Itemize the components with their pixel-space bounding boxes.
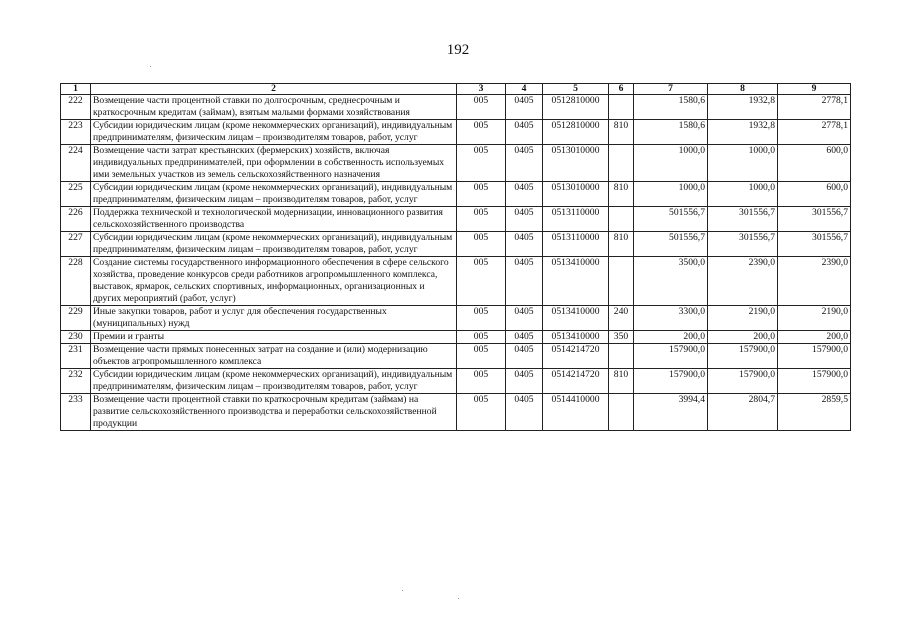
row-number-cell: 225 — [61, 182, 91, 207]
row-number-cell: 233 — [61, 394, 91, 431]
value-col7-cell: 3500,0 — [634, 257, 708, 306]
expense-type-cell — [609, 207, 634, 232]
description-cell: Субсидии юридическим лицам (кроме некоммерческих организаций), индивидуальным предпринимателям, физическим лицам – производителям товаров, работ, услуг — [91, 120, 457, 145]
row-number-cell: 224 — [61, 145, 91, 182]
page-number: 192 — [446, 42, 470, 58]
ministry-code-cell: 005 — [457, 207, 506, 232]
section-code-cell: 0405 — [506, 145, 543, 182]
ministry-code-cell: 005 — [457, 257, 506, 306]
row-number-cell: 232 — [61, 369, 91, 394]
ministry-code-cell: 005 — [457, 344, 506, 369]
expense-type-cell: 240 — [609, 306, 634, 331]
expense-type-cell: 810 — [609, 182, 634, 207]
value-col7-cell: 157900,0 — [634, 344, 708, 369]
description-cell: Субсидии юридическим лицам (кроме некоммерческих организаций), индивидуальным предпринимателям, физическим лицам – производителям товаров, работ, услуг — [91, 182, 457, 207]
description-cell: Возмещение части затрат крестьянских (фермерских) хозяйств, включая индивидуальных предпринимателей, при оформлении в собственность используемых ими земельных участков из земель сельскохозяйственного назначения — [91, 145, 457, 182]
section-code-cell: 0405 — [506, 182, 543, 207]
section-code-cell: 0405 — [506, 95, 543, 120]
value-col7-cell: 3994,4 — [634, 394, 708, 431]
expense-type-cell: 810 — [609, 232, 634, 257]
table-header-row — [61, 84, 851, 95]
section-code-cell: 0405 — [506, 369, 543, 394]
value-col7-cell: 501556,7 — [634, 207, 708, 232]
value-col9-cell: 2190,0 — [778, 306, 851, 331]
expense-type-cell: 810 — [609, 369, 634, 394]
table-row — [61, 306, 851, 331]
value-col7-cell: 1000,0 — [634, 182, 708, 207]
column-header: 9 — [778, 84, 851, 95]
expense-type-cell — [609, 257, 634, 306]
target-code-cell: 0513010000 — [543, 145, 609, 182]
row-number-cell: 229 — [61, 306, 91, 331]
table-row — [61, 344, 851, 369]
value-col7-cell: 3300,0 — [634, 306, 708, 331]
ministry-code-cell: 005 — [457, 369, 506, 394]
expense-type-cell — [609, 394, 634, 431]
value-col7-cell: 501556,7 — [634, 232, 708, 257]
table-row — [61, 120, 851, 145]
budget-table — [60, 83, 851, 431]
column-header: 2 — [91, 84, 457, 95]
value-col8-cell: 1932,8 — [708, 95, 778, 120]
value-col9-cell: 301556,7 — [778, 232, 851, 257]
value-col8-cell: 1000,0 — [708, 182, 778, 207]
column-header: 4 — [506, 84, 543, 95]
row-number-cell: 231 — [61, 344, 91, 369]
value-col9-cell: 600,0 — [778, 145, 851, 182]
target-code-cell: 0514214720 — [543, 344, 609, 369]
section-code-cell: 0405 — [506, 331, 543, 344]
value-col8-cell: 2804,7 — [708, 394, 778, 431]
table-row — [61, 232, 851, 257]
row-number-cell: 226 — [61, 207, 91, 232]
row-number-cell: 227 — [61, 232, 91, 257]
table-row — [61, 95, 851, 120]
value-col7-cell: 1580,6 — [634, 120, 708, 145]
column-header: 1 — [61, 84, 91, 95]
value-col9-cell: 157900,0 — [778, 344, 851, 369]
target-code-cell: 0513110000 — [543, 207, 609, 232]
table-row — [61, 207, 851, 232]
row-number-cell: 222 — [61, 95, 91, 120]
table-row — [61, 145, 851, 182]
value-col8-cell: 301556,7 — [708, 207, 778, 232]
target-code-cell: 0512810000 — [543, 120, 609, 145]
ministry-code-cell: 005 — [457, 95, 506, 120]
description-cell: Создание системы государственного информационного обеспечения в сфере сельского хозяйства, проведение конкурсов среди работников агропромышленного комплекса, выставок, ярмарок, сельских спортивных, информационных, организационных и других мероприятий (работ, услуг) — [91, 257, 457, 306]
row-number-cell: 228 — [61, 257, 91, 306]
section-code-cell: 0405 — [506, 394, 543, 431]
section-code-cell: 0405 — [506, 120, 543, 145]
column-header: 3 — [457, 84, 506, 95]
column-header: 7 — [634, 84, 708, 95]
section-code-cell: 0405 — [506, 207, 543, 232]
section-code-cell: 0405 — [506, 344, 543, 369]
value-col9-cell: 2859,5 — [778, 394, 851, 431]
target-code-cell: 0513410000 — [543, 306, 609, 331]
value-col8-cell: 1000,0 — [708, 145, 778, 182]
table-row — [61, 257, 851, 306]
target-code-cell: 0513110000 — [543, 232, 609, 257]
target-code-cell: 0513010000 — [543, 182, 609, 207]
target-code-cell: 0514214720 — [543, 369, 609, 394]
description-cell: Поддержка технической и технологической модернизации, инновационного развития сельскохозяйственного производства — [91, 207, 457, 232]
target-code-cell: 0514410000 — [543, 394, 609, 431]
value-col8-cell: 2190,0 — [708, 306, 778, 331]
ministry-code-cell: 005 — [457, 394, 506, 431]
table-row — [61, 369, 851, 394]
section-code-cell: 0405 — [506, 306, 543, 331]
value-col7-cell: 1580,6 — [634, 95, 708, 120]
value-col9-cell: 2778,1 — [778, 120, 851, 145]
value-col7-cell: 1000,0 — [634, 145, 708, 182]
description-cell: Возмещение части процентной ставки по долгосрочным, среднесрочным и краткосрочным кредитам (займам), взятым малыми формами хозяйствования — [91, 95, 457, 120]
table-body — [61, 95, 851, 431]
ministry-code-cell: 005 — [457, 331, 506, 344]
value-col9-cell: 600,0 — [778, 182, 851, 207]
expense-type-cell — [609, 344, 634, 369]
value-col8-cell: 157900,0 — [708, 369, 778, 394]
value-col7-cell: 157900,0 — [634, 369, 708, 394]
row-number-cell: 230 — [61, 331, 91, 344]
value-col8-cell: 301556,7 — [708, 232, 778, 257]
value-col8-cell: 1932,8 — [708, 120, 778, 145]
description-cell: Возмещение части прямых понесенных затрат на создание и (или) модернизацию объектов агропромышленного комплекса — [91, 344, 457, 369]
expense-type-cell: 810 — [609, 120, 634, 145]
value-col9-cell: 2778,1 — [778, 95, 851, 120]
expense-type-cell: 350 — [609, 331, 634, 344]
description-cell: Субсидии юридическим лицам (кроме некоммерческих организаций), индивидуальным предпринимателям, физическим лицам – производителям товаров, работ, услуг — [91, 369, 457, 394]
ministry-code-cell: 005 — [457, 120, 506, 145]
ministry-code-cell: 005 — [457, 306, 506, 331]
value-col9-cell: 301556,7 — [778, 207, 851, 232]
section-code-cell: 0405 — [506, 232, 543, 257]
description-cell: Субсидии юридическим лицам (кроме некоммерческих организаций), индивидуальным предпринимателям, физическим лицам – производителям товаров, работ, услуг — [91, 232, 457, 257]
value-col9-cell: 2390,0 — [778, 257, 851, 306]
expense-type-cell — [609, 95, 634, 120]
value-col9-cell: 157900,0 — [778, 369, 851, 394]
column-header: 6 — [609, 84, 634, 95]
column-header: 8 — [708, 84, 778, 95]
ministry-code-cell: 005 — [457, 145, 506, 182]
target-code-cell: 0513410000 — [543, 257, 609, 306]
value-col9-cell: 200,0 — [778, 331, 851, 344]
table-row — [61, 331, 851, 344]
value-col8-cell: 157900,0 — [708, 344, 778, 369]
section-code-cell: 0405 — [506, 257, 543, 306]
column-header: 5 — [543, 84, 609, 95]
ministry-code-cell: 005 — [457, 182, 506, 207]
expense-type-cell — [609, 145, 634, 182]
value-col7-cell: 200,0 — [634, 331, 708, 344]
target-code-cell: 0513410000 — [543, 331, 609, 344]
table-row — [61, 182, 851, 207]
description-cell: Иные закупки товаров, работ и услуг для обеспечения государственных (муниципальных) нужд — [91, 306, 457, 331]
target-code-cell: 0512810000 — [543, 95, 609, 120]
row-number-cell: 223 — [61, 120, 91, 145]
value-col8-cell: 200,0 — [708, 331, 778, 344]
description-cell: Премии и гранты — [91, 331, 457, 344]
ministry-code-cell: 005 — [457, 232, 506, 257]
description-cell: Возмещение части процентной ставки по краткосрочным кредитам (займам) на развитие сельскохозяйственного производства и переработки сельскохозяйственной продукции — [91, 394, 457, 431]
table-row — [61, 394, 851, 431]
value-col8-cell: 2390,0 — [708, 257, 778, 306]
